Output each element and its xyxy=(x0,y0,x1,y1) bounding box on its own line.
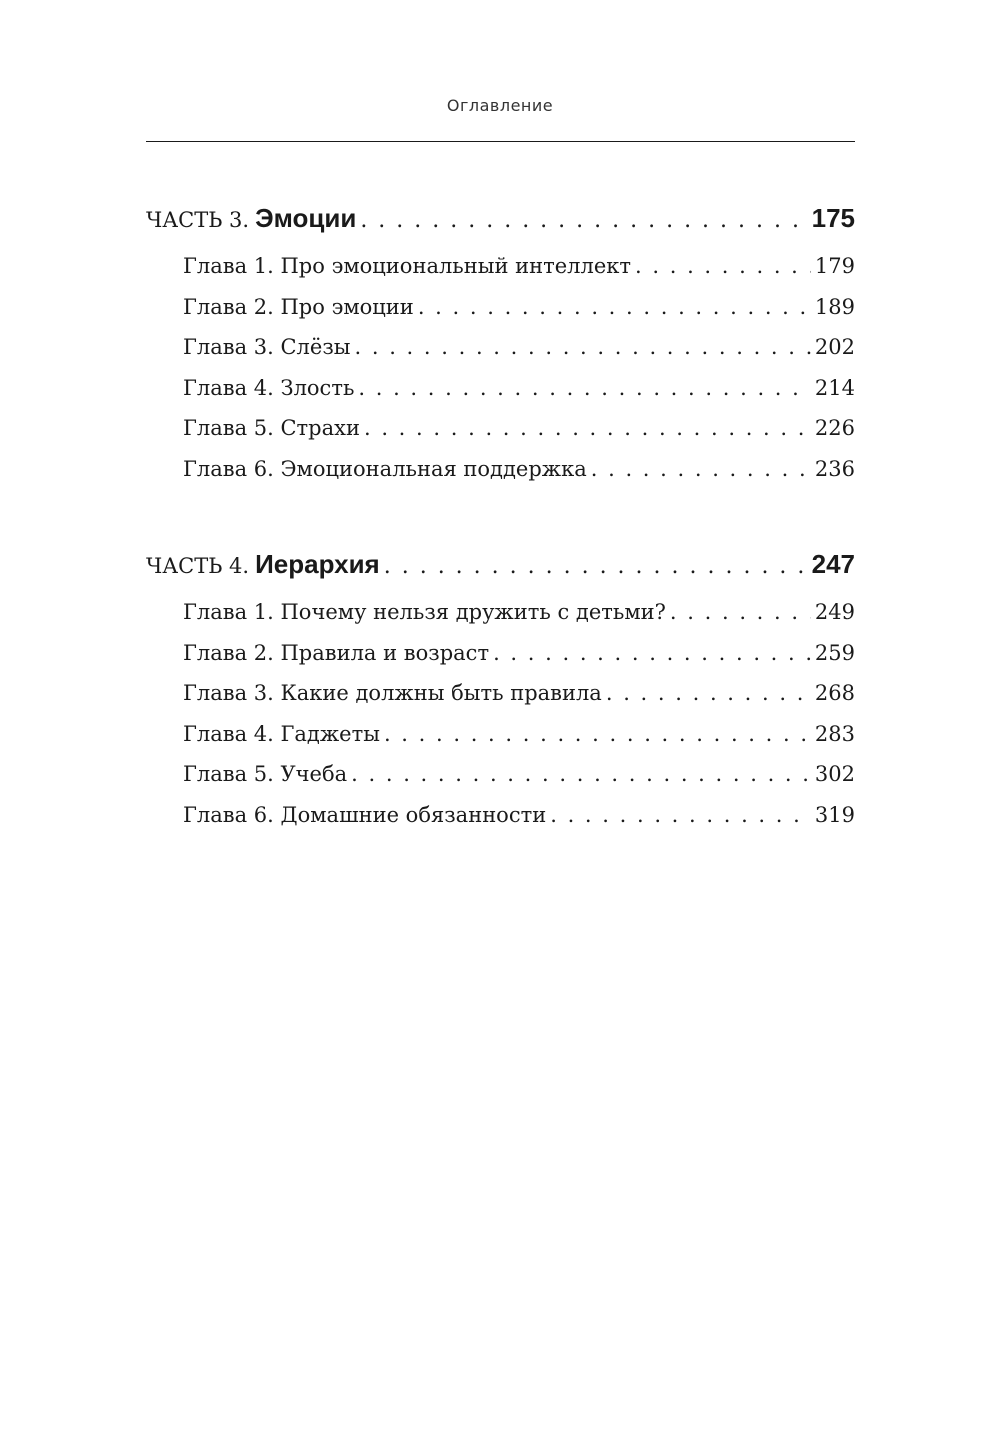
page-number: 226 xyxy=(814,416,855,441)
toc-entry[interactable] xyxy=(146,673,855,714)
part-prefix: ЧАСТЬ 3. xyxy=(146,208,250,232)
dot-leader xyxy=(493,633,811,674)
dot-leader xyxy=(418,287,811,328)
page-number: 175 xyxy=(811,203,855,233)
toc-entry[interactable] xyxy=(146,287,855,328)
chapter-title: Глава 3. Какие должны быть правила xyxy=(183,681,602,706)
dot-leader xyxy=(384,545,808,586)
page-number: 179 xyxy=(814,254,855,278)
dot-leader xyxy=(670,592,811,633)
part-title xyxy=(146,542,380,586)
page-number: 202 xyxy=(814,335,855,360)
toc-entry[interactable] xyxy=(146,449,855,490)
page-number: 319 xyxy=(814,802,855,827)
page-number: 189 xyxy=(814,294,855,319)
toc-part-3 xyxy=(146,196,855,490)
chapter-title: Глава 4. Злость xyxy=(183,375,355,400)
toc-entry[interactable] xyxy=(146,368,855,409)
toc-entry[interactable] xyxy=(146,327,855,368)
toc-entry[interactable] xyxy=(146,714,855,755)
chapter-title: Глава 2. Правила и возраст xyxy=(183,640,490,665)
page-number: 247 xyxy=(811,549,855,579)
dot-leader xyxy=(355,327,811,368)
dot-leader xyxy=(550,795,811,836)
toc-entry[interactable] xyxy=(146,246,855,287)
running-header: Оглавление xyxy=(446,96,554,115)
part-prefix: ЧАСТЬ 4. xyxy=(146,554,250,578)
page-number: 259 xyxy=(814,640,855,665)
chapter-title: Глава 5. Учеба xyxy=(183,762,348,787)
chapter-title: Глава 6. Домашние обязанности xyxy=(183,802,547,827)
chapter-title: Глава 1. Почему нельзя дружить с детьми? xyxy=(183,600,666,624)
page-number: 283 xyxy=(814,721,855,746)
part-heading[interactable] xyxy=(146,542,855,586)
page-number: 302 xyxy=(814,762,855,787)
part-name: Иерархия xyxy=(255,549,380,579)
toc-entry[interactable] xyxy=(146,633,855,674)
page-number: 249 xyxy=(814,600,855,624)
dot-leader xyxy=(635,246,811,287)
part-heading[interactable] xyxy=(146,196,855,240)
toc-part-4 xyxy=(146,542,855,836)
chapter-title: Глава 1. Про эмоциональный интеллект xyxy=(183,254,632,278)
page-number: 268 xyxy=(814,681,855,706)
chapter-title: Глава 2. Про эмоции xyxy=(183,294,414,319)
toc-entry[interactable] xyxy=(146,754,855,795)
chapter-title: Глава 4. Гаджеты xyxy=(183,721,380,746)
part-title xyxy=(146,196,356,240)
dot-leader xyxy=(351,754,811,795)
dot-leader xyxy=(364,408,811,449)
chapter-title: Глава 5. Страхи xyxy=(183,416,360,441)
toc-entry[interactable] xyxy=(146,408,855,449)
dot-leader xyxy=(358,368,811,409)
toc-entry[interactable] xyxy=(146,592,855,633)
dot-leader xyxy=(591,449,811,490)
chapter-title: Глава 3. Слёзы xyxy=(183,335,351,360)
page-number: 214 xyxy=(814,375,855,400)
toc-entry[interactable] xyxy=(146,795,855,836)
dot-leader xyxy=(360,199,807,240)
dot-leader xyxy=(384,714,811,755)
dot-leader xyxy=(606,673,811,714)
page-number: 236 xyxy=(814,456,855,481)
part-name: Эмоции xyxy=(255,203,357,233)
chapter-title: Глава 6. Эмоциональная поддержка xyxy=(183,456,587,481)
header-rule xyxy=(146,141,855,142)
